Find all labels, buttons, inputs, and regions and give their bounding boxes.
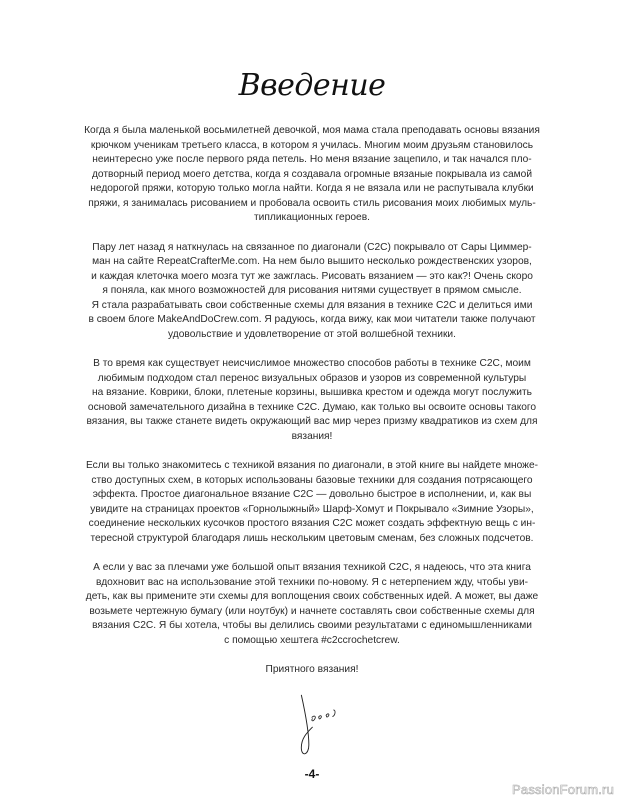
paragraph-3 — [0, 357, 624, 444]
text-line: вдохновит вас на использование этой техники по-новому. Я с нетерпением жду, чтобы уви- — [95, 576, 529, 588]
paragraph-5 — [0, 561, 624, 648]
text-line: Когда я была маленькой восьмилетней девочкой, моя мама стала преподавать основы вязания — [84, 125, 540, 136]
text-line: Приятного вязания! — [265, 664, 359, 675]
text-line: вязания! — [291, 430, 333, 442]
text-line: эффекта. Простое диагональное вязание C2C — довольно быстрое в исполнении, и, как вы — [92, 489, 532, 500]
text-line: пряжи, я занималась рисованием и пробовала освоить стиль рисования моих любимых муль- — [88, 197, 536, 209]
text-line: вязания C2C. Я бы хотела, чтобы вы делились своими результатами с единомышленниками — [92, 620, 532, 631]
body-text — [0, 124, 624, 759]
text-line: с помощью хештега #c2ccrochetcrew. — [224, 634, 400, 646]
text-line: недорогой пряжи, которую только могла найти. Когда я не вязала или не распутывала клубки — [90, 183, 534, 194]
watermark: PassionForum.ru — [512, 782, 614, 797]
text-line: в своем блоге MakeAndDoCrew.com. Я радуюсь, когда вижу, как мои читатели также получают — [88, 314, 536, 325]
paragraph-4 — [0, 459, 624, 546]
page-title: Введение — [238, 68, 386, 103]
text-line: Пару лет назад я наткнулась на связанное по диагонали (C2C) покрывало от Сары Циммер- — [92, 241, 532, 253]
text-line: деть, как вы примените эти схемы для воплощения своих собственных идей. А может, вы даже — [85, 591, 539, 602]
text-line: и каждая клеточка моего мозга тут же зажглась. Рисовать вязанием — это как?! Очень скоро — [91, 270, 533, 282]
text-line: возьмете чертежную бумагу (или ноутбук) и начнете составлять свои собственные схемы для — [89, 605, 535, 617]
text-line: В то время как существует неисчислимое множество способов работы в технике C2C, моим — [93, 358, 531, 369]
text-line: дотворный период моего детства, когда я создавала огромные вязаные покрывала из самой — [91, 168, 533, 180]
page-number: -4- — [304, 767, 320, 781]
text-line: тересной структурой благодаря лишь нескольким цветовым сменам, без сложных подсчетов. — [90, 532, 534, 544]
text-line: Если вы только знакомитесь с техникой вязания по диагонали, в этой книге вы найдете множе- — [85, 460, 539, 471]
text-line: я поняла, как много возможностей для рисования нитями существует в прямом смысле. — [102, 285, 522, 296]
text-line: любимым подходом стал перенос визуальных образов и узоров из современной культуры — [97, 372, 527, 384]
text-line: Я стала разрабатывать свои собственные схемы для вязания в технике C2C и делиться ими — [91, 299, 533, 311]
paragraph-2 — [0, 241, 624, 343]
text-line: на вязание. Коврики, блоки, плетеные корзины, вышивка крестом и одежда могут послужить — [92, 387, 532, 398]
text-line: неинтересно уже после первого ряда петель. Но меня вязание зацепило, и так начался пло- — [92, 154, 532, 165]
text-line: ман на сайте RepeatCrafterMe.com. На нем было вышито несколько рождественских узоров, — [92, 256, 532, 267]
signature — [298, 693, 348, 759]
text-line: типликационных героев. — [254, 212, 370, 223]
text-line: соединение нескольких кусочков простого вязания C2C может создать эффектную вещь с ин- — [88, 518, 536, 529]
text-line: вязания, вы также станете видеть окружающий вас мир через призму квадратиков из схем для — [86, 416, 538, 427]
paragraph-1 — [0, 124, 624, 226]
text-line: основой замечательного дизайна в технике C2C. Думаю, как только вы освоите основы такого — [87, 401, 537, 413]
text-line: увидите на страницах проектов «Горнолыжный» Шарф-Хомут и Покрывало «Зимние Узоры», — [90, 503, 534, 515]
text-line: удовольствие и удовлетворение от этой волшебной техники. — [168, 328, 456, 340]
text-line: ство доступных схем, в которых использованы базовые техники для создания потрясающего — [91, 474, 533, 486]
text-line: крючком ученикам третьего класса, в котором я училась. Многим моим друзьям становилось — [90, 139, 534, 151]
text-line: А если у вас за плечами уже большой опыт вязания техникой C2C, я надеюсь, что эта книга — [93, 562, 531, 573]
closing-line — [0, 663, 624, 678]
